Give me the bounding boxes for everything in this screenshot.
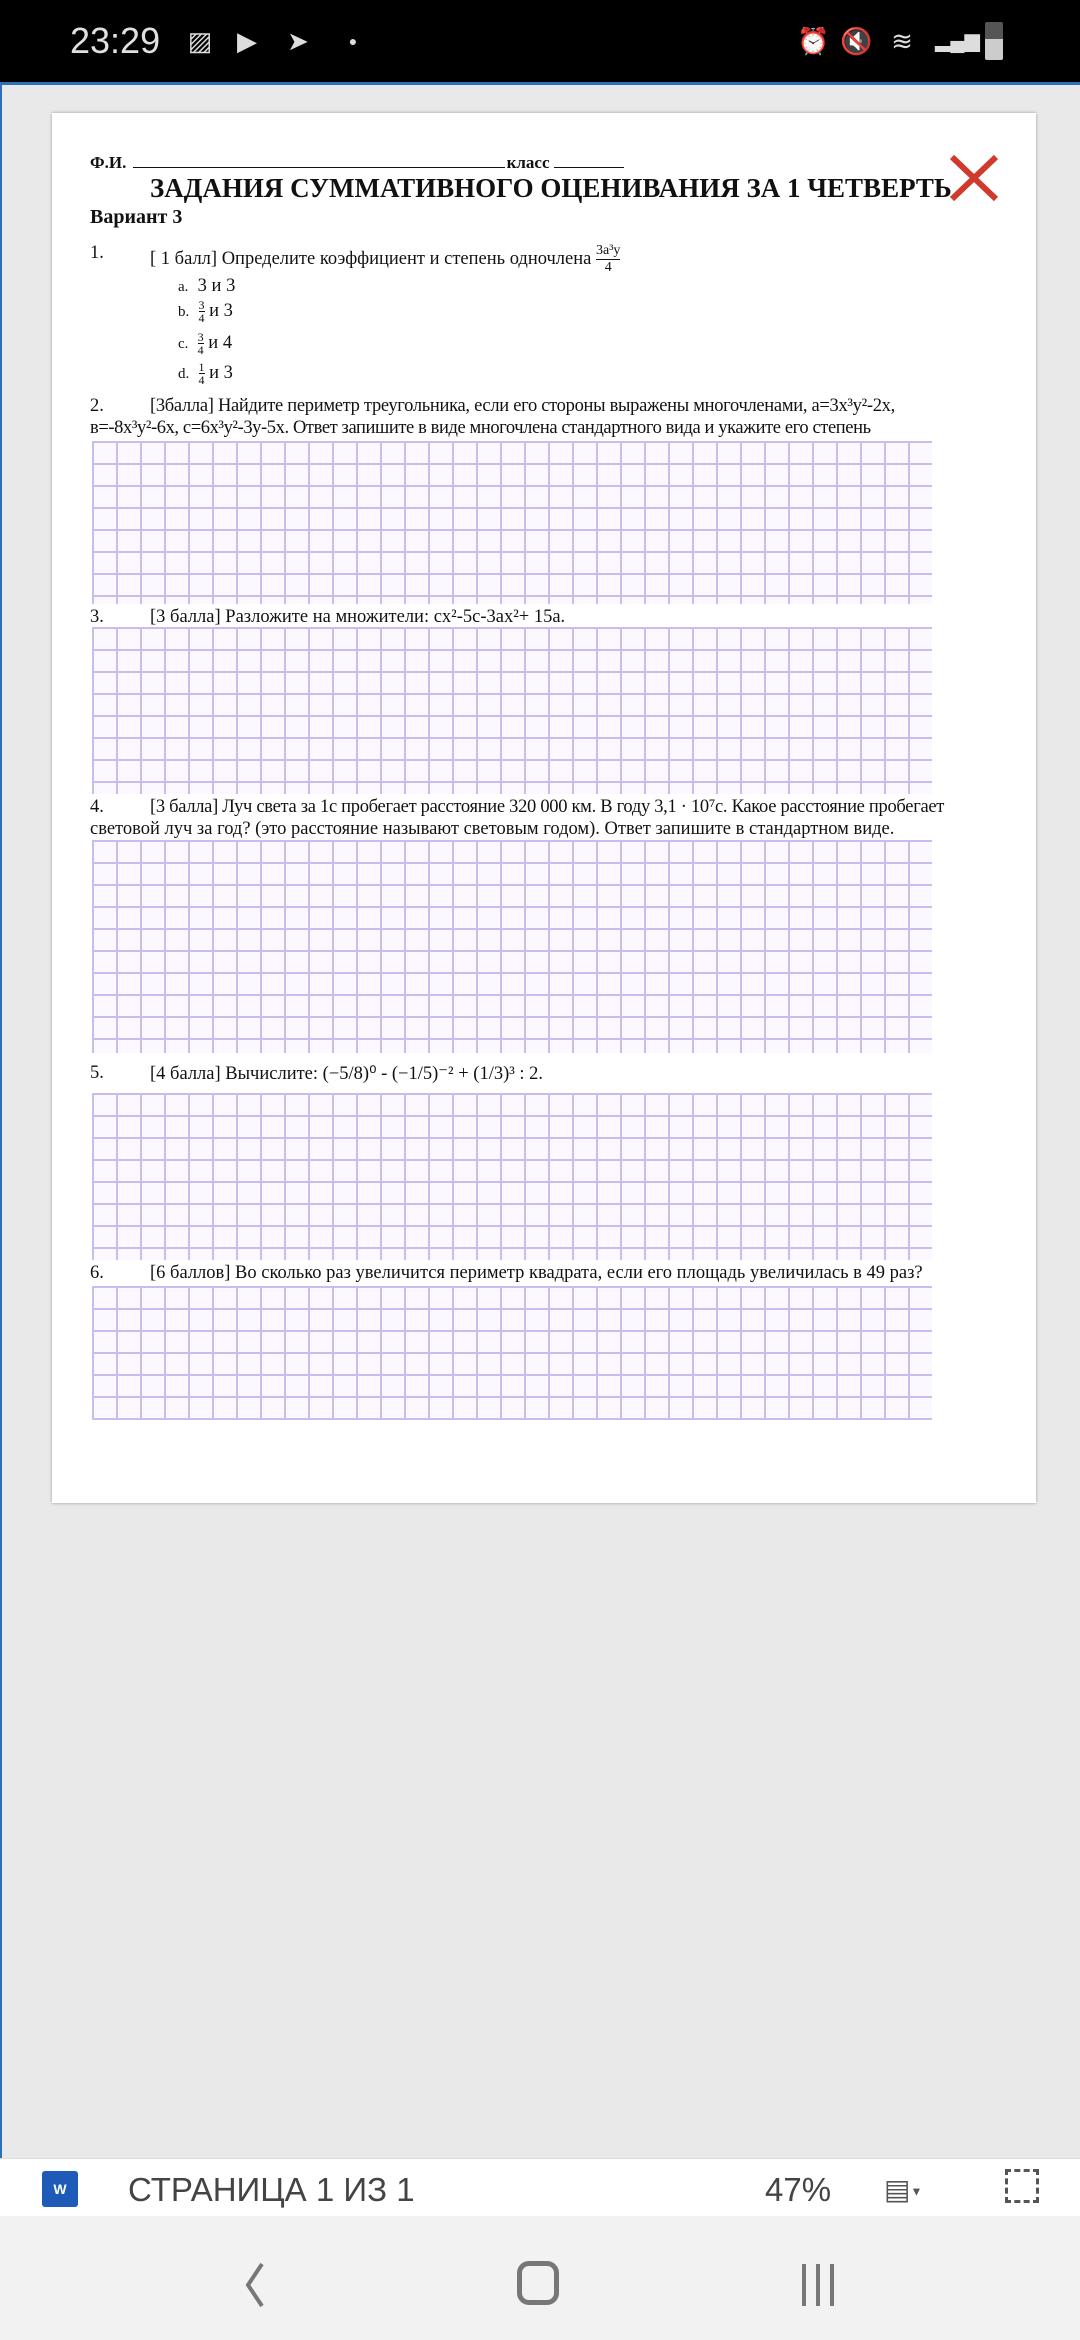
- word-status-bar: [0, 2158, 1080, 2216]
- name-label: Ф.И.: [90, 153, 127, 172]
- android-nav-bar: [0, 2216, 1080, 2340]
- q2-text-line1: [3балла] Найдите периметр треугольника, если его стороны выражены многочленами, а=3x³y²-2x,: [150, 396, 895, 416]
- q5-number: 5.: [90, 1063, 104, 1083]
- variant-label: Вариант 3: [90, 206, 183, 228]
- q3-answer-grid[interactable]: [92, 627, 932, 794]
- battery-icon: [985, 22, 1003, 60]
- wifi-icon: ≋: [891, 26, 913, 56]
- q4-number: 4.: [90, 797, 104, 817]
- q1-option-b: b. $\frac{3}{4}$ и 3: [178, 298, 233, 325]
- q2-text-line2: в=-8x³y²-6x, с=6x³y²-3y-5x. Ответ запишите в виде многочлена стандартного вида и укажите его степень: [90, 418, 871, 438]
- app-top-border: [0, 82, 1080, 85]
- q4-text-line1: [3 балла] Луч света за 1с пробегает расстояние 320 000 км. В году 3,1 · 10⁷с. Какое расстояние пробегает: [150, 797, 945, 817]
- fullscreen-icon[interactable]: [1005, 2169, 1039, 2203]
- q6-number: 6.: [90, 1263, 104, 1283]
- home-icon[interactable]: [517, 2261, 559, 2305]
- q5-answer-grid[interactable]: [92, 1093, 932, 1260]
- document-page[interactable]: [52, 113, 1036, 1503]
- q1-option-c: c. $\frac{3}{4}$ и 4: [178, 330, 233, 357]
- page-indicator: СТРАНИЦА 1 ИЗ 1: [128, 2171, 415, 2208]
- signal-icon: ▂▄▆: [935, 30, 980, 52]
- q1-text: [ 1 балл] Определите коэффициент и степень одночлена $\frac{\text{3a³y}}{4}$: [150, 243, 621, 275]
- red-x-mark-icon: [948, 153, 1000, 203]
- q5-expression: (−5/8)⁰ - (−1/5)⁻² + (1/3)³ : 2.: [322, 1064, 544, 1084]
- q1-number: 1.: [90, 243, 104, 263]
- app-left-border: [0, 85, 2, 2215]
- gallery-icon: ▨: [187, 26, 213, 56]
- word-app-icon: W: [42, 2171, 78, 2207]
- q4-text-line2: световой луч за год? (это расстояние называют световым годом). Ответ запишите в стандартном виде.: [90, 819, 895, 839]
- status-bar: [0, 0, 1080, 82]
- name-field-line: [90, 153, 624, 173]
- q6-answer-grid[interactable]: [92, 1286, 932, 1420]
- view-mode-dropdown[interactable]: [884, 2173, 922, 2206]
- q3-number: 3.: [90, 607, 104, 627]
- zoom-level[interactable]: 47%: [765, 2171, 832, 2208]
- q3-text: [3 балла] Разложите на множители: cx²-5c-3ax²+ 15a.: [150, 607, 566, 627]
- document-title: ЗАДАНИЯ СУММАТИВНОГО ОЦЕНИВАНИЯ ЗА 1 ЧЕТВЕРТЬ: [150, 173, 952, 203]
- page-view-icon: ▤: [884, 2174, 911, 2205]
- q5-text: [4 балла] Вычислите: (−5/8)⁰ - (−1/5)⁻² + (1/3)³ : 2.: [150, 1064, 544, 1084]
- q1-option-a: a. 3 и 3: [178, 276, 236, 296]
- chevron-down-icon: ▼: [910, 2184, 923, 2199]
- q6-text: [6 баллов] Во сколько раз увеличится периметр квадрата, если его площадь увеличилась в 49 раз?: [150, 1263, 923, 1283]
- mute-icon: 🔇: [840, 26, 873, 56]
- class-label: класс: [506, 153, 550, 172]
- telegram-icon: ➤: [287, 26, 309, 56]
- q4-answer-grid[interactable]: [92, 840, 932, 1053]
- youtube-icon: ▶: [237, 26, 257, 56]
- recent-apps-icon[interactable]: [798, 2260, 838, 2310]
- dot-icon: ●: [348, 33, 358, 49]
- q1-option-d: d. $\frac{1}{4}$ и 3: [178, 360, 233, 387]
- q2-answer-grid[interactable]: [92, 441, 932, 604]
- clock: 23:29: [70, 20, 161, 61]
- back-icon[interactable]: [240, 2260, 270, 2310]
- alarm-icon: ⏰: [797, 26, 830, 56]
- q2-number: 2.: [90, 396, 104, 416]
